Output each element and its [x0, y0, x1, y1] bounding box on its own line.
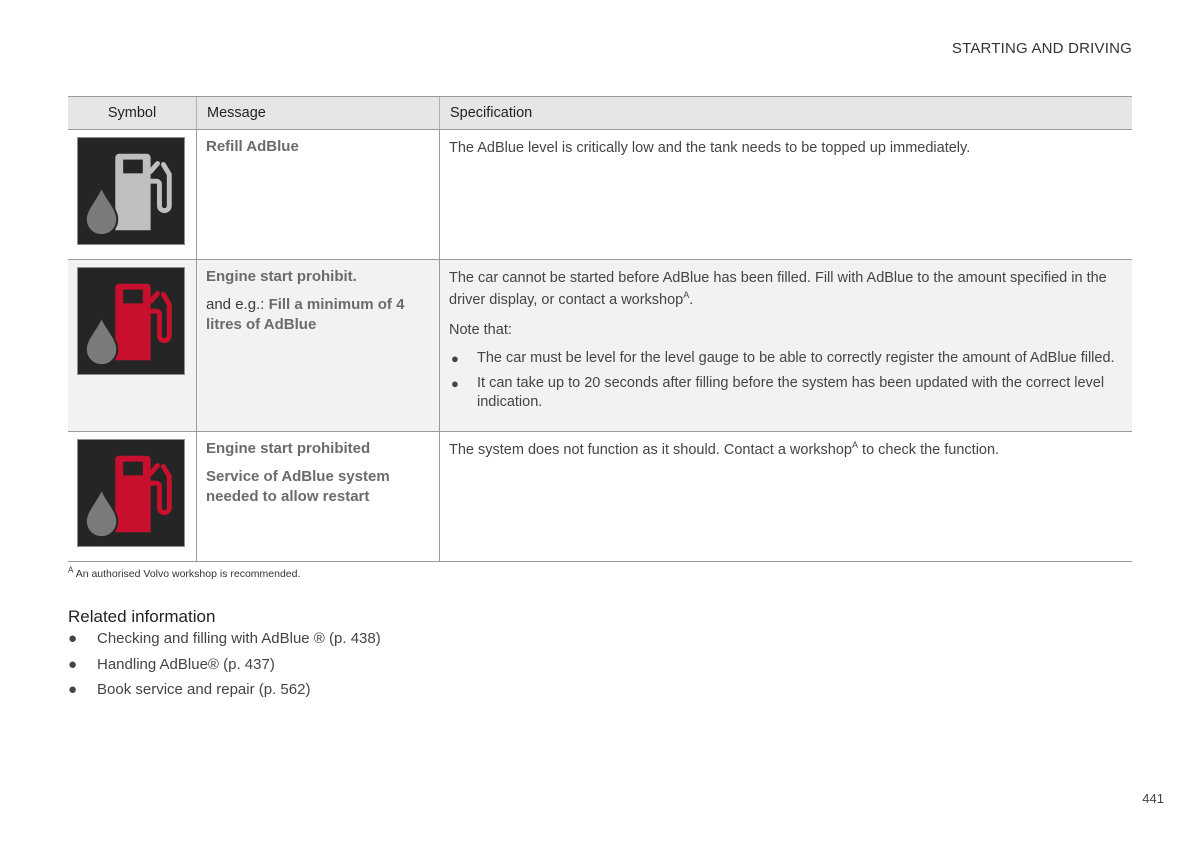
message-sub-bold: Fill a minimum of 4 litres of AdBlue [206, 296, 405, 333]
related-link-text[interactable]: Handling AdBlue® (p. 437) [97, 655, 275, 673]
spec-text-end: . [689, 292, 694, 308]
spec-text-end: to check the function. [858, 442, 1000, 458]
column-header-symbol: Symbol [68, 97, 197, 130]
bullet-icon: ● [451, 376, 459, 391]
message-cell [197, 130, 440, 260]
bullet-icon: ● [68, 681, 78, 698]
footnote-ref: A [683, 290, 690, 301]
message-cell [197, 260, 440, 432]
section-header: STARTING AND DRIVING [951, 40, 1132, 57]
message-cell [197, 432, 440, 562]
specification-cell [440, 432, 1133, 562]
spec-text-main: The system does not function as it should. Contact a workshop [449, 442, 852, 458]
list-item-text: The car must be level for the level gauge to be able to correctly register the amount of AdBlue filled. [477, 350, 1115, 366]
footnote-text: An authorised Volvo workshop is recommended. [75, 568, 301, 580]
related-link-item[interactable] [68, 679, 381, 705]
adblue-fuel-pump-grey-icon [77, 137, 185, 245]
bullet-icon: ● [68, 630, 78, 647]
column-header-message: Message [197, 97, 440, 130]
table-header-row [68, 97, 1132, 130]
bullet-icon: ● [451, 351, 459, 366]
list-item [449, 349, 1123, 368]
related-information-heading: Related information [68, 607, 216, 626]
adblue-fuel-pump-red-icon [77, 267, 185, 375]
spec-bullet-list [449, 349, 1123, 412]
specification-text: The AdBlue level is critically low and the tank needs to be topped up immediately. [449, 140, 971, 156]
table-row [68, 432, 1132, 562]
page-number: 441 [1142, 791, 1164, 806]
message-title: Engine start prohibited [206, 440, 371, 457]
bullet-icon: ● [68, 655, 78, 673]
table-footnote [68, 565, 301, 580]
table-row [68, 130, 1132, 260]
footnote-marker: A [68, 565, 74, 575]
message-sub-bold: Service of AdBlue system needed to allow restart [206, 468, 390, 505]
related-link-text[interactable]: Book service and repair (p. 562) [97, 681, 311, 698]
spec-text-main: The car cannot be started before AdBlue has been filled. Fill with AdBlue to the amount specified in the driver display, or contact a workshop [449, 270, 1107, 308]
specification-text [449, 439, 1123, 461]
specification-text [449, 267, 1123, 311]
table-row [68, 260, 1132, 432]
note-text: Note that: [449, 322, 512, 338]
message-subtext [206, 467, 430, 507]
adblue-fuel-pump-red-icon [77, 439, 185, 547]
specification-cell [440, 260, 1133, 432]
related-link-item[interactable] [68, 628, 381, 654]
message-sub-prefix: and e.g.: [206, 296, 269, 313]
symbol-cell [68, 130, 197, 260]
adblue-messages-table [68, 96, 1132, 562]
column-header-specification: Specification [440, 97, 1133, 130]
message-subtext [206, 295, 430, 335]
list-item [449, 374, 1123, 412]
related-information-list [68, 628, 381, 705]
symbol-cell [68, 260, 197, 432]
footnote-ref: A [852, 440, 859, 451]
symbol-cell [68, 432, 197, 562]
message-title: Engine start prohibit. [206, 268, 357, 285]
related-link-item[interactable] [68, 654, 381, 680]
list-item-text: It can take up to 20 seconds after filling before the system has been updated with the correct level indication. [477, 375, 1105, 410]
related-link-text[interactable]: Checking and filling with AdBlue ® (p. 438) [97, 630, 381, 647]
message-title: Refill AdBlue [206, 138, 299, 155]
specification-cell [440, 130, 1133, 260]
